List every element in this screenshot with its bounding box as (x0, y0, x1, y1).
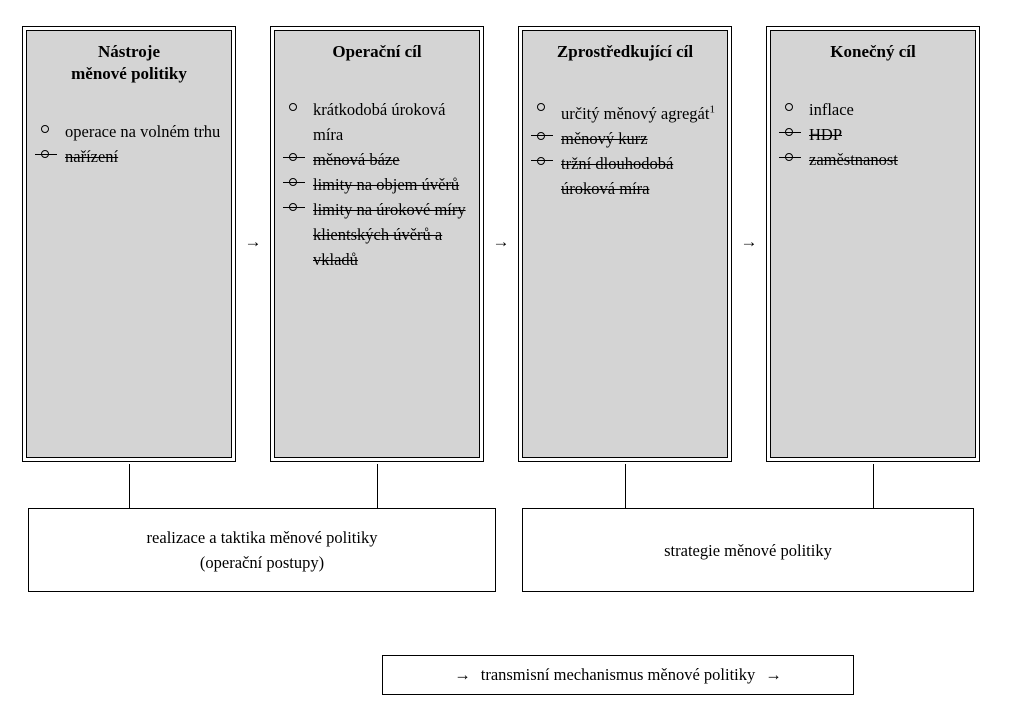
list-item: měnový kurz (531, 126, 719, 151)
lower-box-implementation-line2: (operační postupy) (199, 553, 325, 572)
bullet-icon (41, 125, 49, 133)
column-intermediate-target-title-line1: Zprostředkující cíl (556, 42, 694, 61)
column-instruments-items (35, 119, 223, 169)
list-item: limity na úrokové míry klientských úvěrů a vkladů (283, 197, 471, 272)
column-final-target-title (779, 41, 967, 63)
column-intermediate-target-title (531, 41, 719, 63)
column-operational-target-title-line1: Operační cíl (332, 42, 422, 61)
list-item: zaměstnanost (779, 147, 967, 172)
bullet-icon (785, 153, 793, 161)
column-intermediate-target (518, 26, 732, 462)
bullet-icon (537, 103, 545, 111)
list-item: nařízení (35, 144, 223, 169)
list-item: tržní dlouhodobá úroková míra (531, 151, 719, 201)
column-operational-target-inner (274, 30, 480, 458)
bullet-icon (537, 132, 545, 140)
bullet-icon (289, 178, 297, 186)
bullet-icon (537, 157, 545, 165)
arrow-right-icon: → (454, 665, 471, 684)
lower-box-implementation-line1: realizace a taktika měnové politiky (146, 528, 378, 547)
list-item: měnová báze (283, 147, 471, 172)
lower-box-strategy (522, 508, 974, 592)
connector-line (625, 464, 626, 508)
list-item (531, 97, 719, 126)
column-instruments-title-line2: měnové politiky (71, 64, 187, 83)
column-final-target-title-line1: Konečný cíl (830, 42, 916, 61)
lower-box-implementation (28, 508, 496, 592)
arrow-right-icon: → (492, 232, 510, 251)
list-item: krátkodobá úroková míra (283, 97, 471, 147)
arrow-right-icon: → (244, 232, 262, 251)
connector-line (129, 464, 130, 508)
arrow-right-icon: → (740, 232, 758, 251)
arrow-right-icon: → (765, 665, 782, 684)
list-item: operace na volném trhu (35, 119, 223, 144)
column-instruments (22, 26, 236, 462)
connector-line (377, 464, 378, 508)
list-item: HDP (779, 122, 967, 147)
connector-line (873, 464, 874, 508)
columns-row (22, 26, 974, 464)
bullet-icon (785, 128, 793, 136)
column-operational-target (270, 26, 484, 462)
list-item: inflace (779, 97, 967, 122)
list-item: limity na objem úvěrů (283, 172, 471, 197)
column-intermediate-target-items (531, 97, 719, 201)
bottom-box-transmission (382, 655, 854, 695)
column-instruments-title-line1: Nástroje (98, 42, 160, 61)
bullet-icon (289, 203, 297, 211)
column-final-target-items (779, 97, 967, 172)
column-instruments-inner (26, 30, 232, 458)
column-final-target (766, 26, 980, 462)
column-instruments-title (35, 41, 223, 85)
column-operational-target-title (283, 41, 471, 63)
footnote-marker: 1 (709, 103, 715, 115)
bullet-icon (785, 103, 793, 111)
bottom-box-transmission-label: transmisní mechanismus měnové politiky (480, 665, 756, 684)
bullet-icon (289, 103, 297, 111)
column-final-target-inner (770, 30, 976, 458)
bullet-icon (41, 150, 49, 158)
lower-box-strategy-line1: strategie měnové politiky (664, 540, 832, 560)
column-intermediate-target-inner (522, 30, 728, 458)
list-item-label: určitý měnový agregát (561, 103, 710, 123)
bullet-icon (289, 153, 297, 161)
column-operational-target-items (283, 97, 471, 272)
